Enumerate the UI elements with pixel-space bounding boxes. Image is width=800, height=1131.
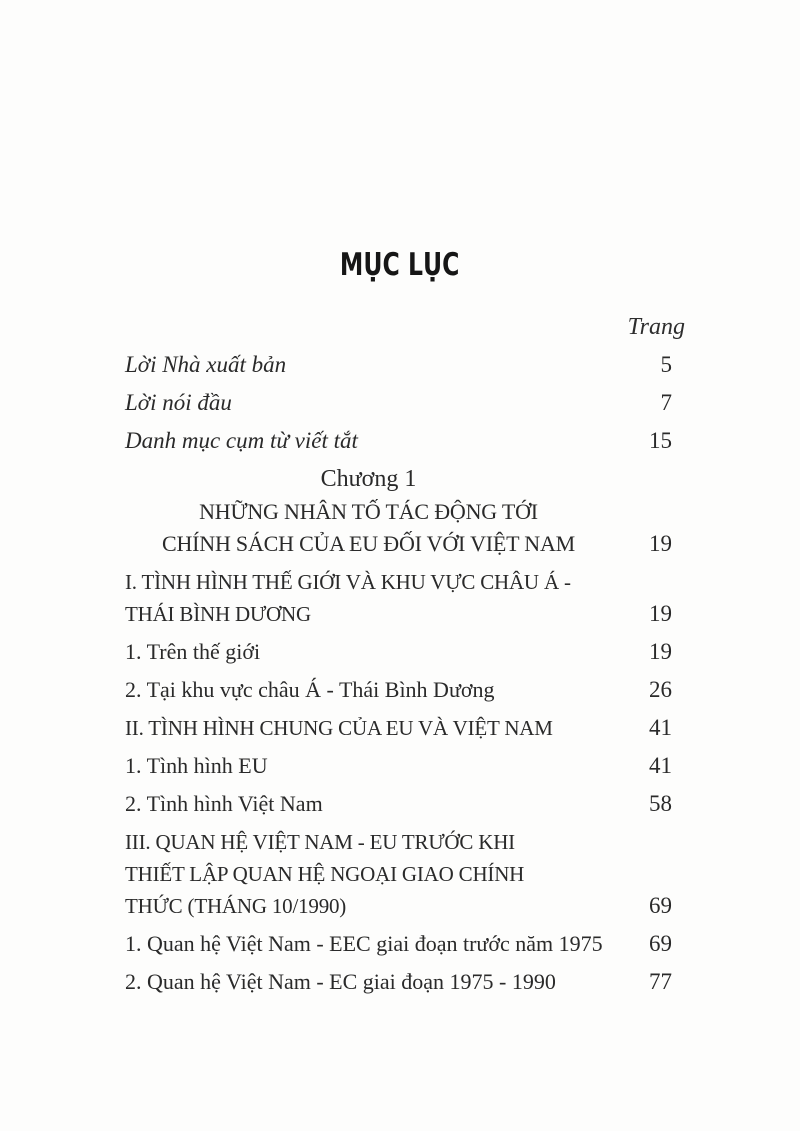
toc-entry [125,636,672,668]
entry-page: 7 [660,390,672,415]
chapter-block [125,463,672,560]
toc-entry [125,566,672,630]
chapter-heading [125,463,612,560]
toc-entry [125,928,672,960]
entry-label: Danh mục cụm từ viết tắt [125,428,358,453]
entry-page: 19 [649,531,672,556]
toc-entry [125,387,672,419]
entry-line: III. QUAN HỆ VIỆT NAM - EU TRƯỚC KHI [125,830,515,854]
chapter-title-line: NHỮNG NHÂN TỐ TÁC ĐỘNG TỚI [199,499,538,524]
toc-entry [125,750,672,782]
entry-label: 1. Trên thế giới [125,639,261,664]
toc-entry [125,349,672,381]
toc-entry [125,712,672,744]
toc-entry [125,826,672,922]
chapter-title-line: CHÍNH SÁCH CỦA EU ĐỐI VỚI VIỆT NAM [161,531,576,556]
entry-line: THỨC (THÁNG 10/1990) [125,894,347,918]
column-header-trang: Trang [627,314,685,340]
chapter-number: Chương 1 [320,466,417,492]
entry-page: 19 [649,601,672,626]
entry-label: 2. Tình hình Việt Nam [125,791,323,816]
entry-page: 41 [649,715,672,740]
entry-page: 15 [649,428,672,453]
entry-page: 41 [649,753,672,778]
entry-label [125,826,612,922]
entry-label: 1. Tình hình EU [125,753,268,778]
table-of-contents [125,311,685,1004]
entry-page: 58 [649,791,672,816]
page-title-text: MỤC LỤC [340,247,460,283]
entry-label: 1. Quan hệ Việt Nam - EEC giai đoạn trước năm 1975 [125,931,603,956]
toc-entry [125,966,672,998]
entry-page: 19 [649,639,672,664]
entry-page: 69 [649,931,672,956]
entry-label: 2. Quan hệ Việt Nam - EC giai đoạn 1975 - 1990 [125,969,556,994]
entry-label: 2. Tại khu vực châu Á - Thái Bình Dương [125,677,495,702]
entry-line: I. TÌNH HÌNH THẾ GIỚI VÀ KHU VỰC CHÂU Á - [125,570,571,594]
entry-label: Lời nói đầu [125,390,232,415]
entry-page: 26 [649,677,672,702]
entry-label [125,566,612,630]
toc-entry [125,425,672,457]
entry-line: THÁI BÌNH DƯƠNG [125,602,311,626]
entry-label: Lời Nhà xuất bản [125,352,287,377]
entry-page: 77 [649,969,672,994]
toc-entry [125,788,672,820]
entry-label: II. TÌNH HÌNH CHUNG CỦA EU VÀ VIỆT NAM [125,716,553,740]
toc-entry [125,674,672,706]
page-title [0,247,800,283]
entry-line: THIẾT LẬP QUAN HỆ NGOẠI GIAO CHÍNH [125,862,525,886]
entry-page: 5 [660,352,672,377]
entry-page: 69 [649,893,672,918]
